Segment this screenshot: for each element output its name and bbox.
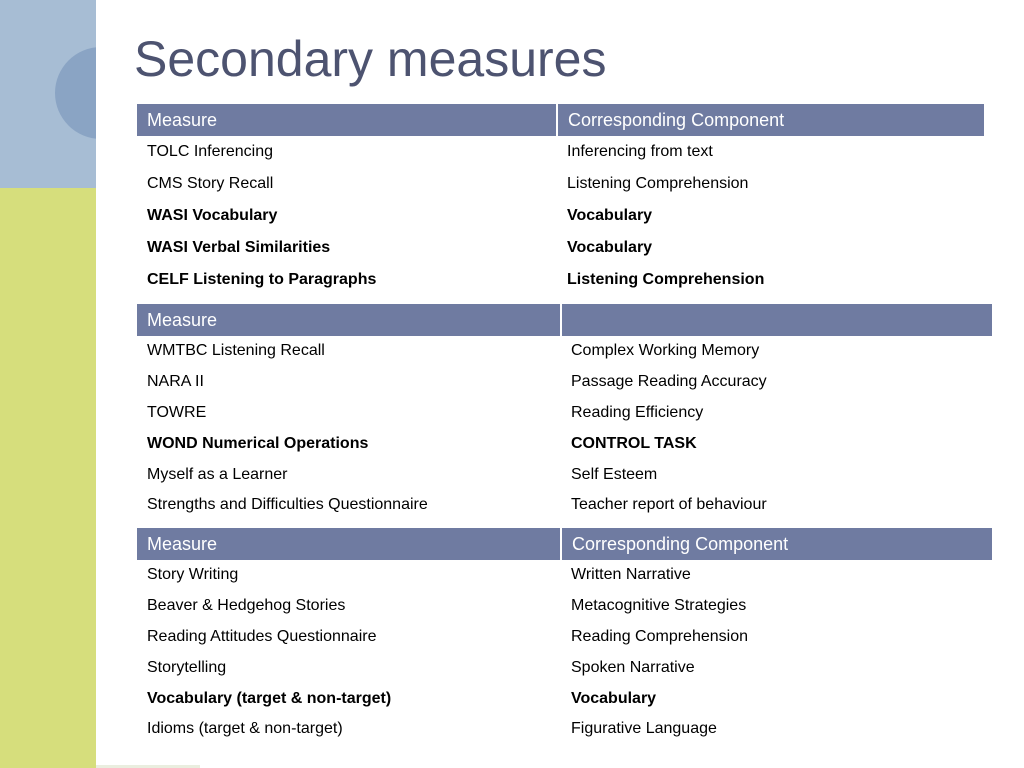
measure-cell: WASI Vocabulary bbox=[147, 207, 278, 224]
table-header-row bbox=[137, 528, 992, 560]
component-cell: Listening Comprehension bbox=[567, 175, 749, 192]
measure-cell: TOLC Inferencing bbox=[147, 143, 273, 160]
component-cell: Self Esteem bbox=[571, 465, 658, 483]
table-header-row bbox=[137, 104, 984, 136]
component-cell: Passage Reading Accuracy bbox=[571, 373, 767, 391]
component-cell: Written Narrative bbox=[571, 566, 691, 584]
header-measure: Measure bbox=[137, 304, 561, 336]
header-component: Corresponding Component bbox=[557, 104, 984, 136]
table-row bbox=[137, 398, 992, 429]
component-cell: Listening Comprehension bbox=[567, 271, 765, 288]
table-row bbox=[137, 714, 992, 745]
measure-cell: CELF Listening to Paragraphs bbox=[147, 271, 377, 288]
table-row bbox=[137, 622, 992, 653]
measures-table-2 bbox=[137, 304, 992, 521]
table-row bbox=[137, 264, 984, 296]
component-cell: Metacognitive Strategies bbox=[571, 597, 747, 615]
component-cell: Figurative Language bbox=[571, 720, 717, 738]
slide-title: Secondary measures bbox=[134, 31, 607, 87]
table-row bbox=[137, 683, 992, 714]
component-cell: Vocabulary bbox=[567, 239, 653, 256]
measure-cell: Reading Attitudes Questionnaire bbox=[147, 627, 377, 645]
table-row bbox=[137, 168, 984, 200]
header-measure: Measure bbox=[137, 104, 557, 136]
header-component: Corresponding Component bbox=[561, 528, 992, 560]
header-measure: Measure bbox=[137, 528, 561, 560]
measure-cell: CMS Story Recall bbox=[147, 175, 274, 192]
measure-cell: Storytelling bbox=[147, 658, 227, 676]
table-row bbox=[137, 591, 992, 622]
measure-cell: TOWRE bbox=[147, 403, 207, 421]
component-cell: Vocabulary bbox=[571, 689, 657, 707]
table-header-row bbox=[137, 304, 992, 336]
measure-cell: Beaver & Hedgehog Stories bbox=[147, 597, 346, 615]
measure-cell: Idioms (target & non-target) bbox=[147, 720, 343, 738]
component-cell: Vocabulary bbox=[567, 207, 653, 224]
component-cell: Reading Comprehension bbox=[571, 627, 748, 645]
measures-table-1 bbox=[137, 104, 984, 296]
component-cell: Teacher report of behaviour bbox=[571, 496, 767, 514]
component-cell: Reading Efficiency bbox=[571, 403, 704, 421]
measure-cell: NARA II bbox=[147, 373, 204, 391]
table-row bbox=[137, 336, 992, 367]
decorative-band-bottom bbox=[0, 188, 96, 768]
measure-cell: Story Writing bbox=[147, 566, 239, 584]
component-cell: CONTROL TASK bbox=[571, 434, 697, 452]
component-cell: Complex Working Memory bbox=[571, 342, 760, 360]
measures-table-3 bbox=[137, 528, 992, 745]
table-row bbox=[137, 490, 992, 521]
table-row bbox=[137, 232, 984, 264]
measure-cell: Strengths and Difficulties Questionnaire bbox=[147, 496, 428, 514]
table-row bbox=[137, 200, 984, 232]
table-row bbox=[137, 428, 992, 459]
measure-cell: Vocabulary (target & non-target) bbox=[147, 689, 392, 707]
table-row bbox=[137, 652, 992, 683]
measure-cell: Myself as a Learner bbox=[147, 465, 288, 483]
table-row bbox=[137, 560, 992, 591]
measure-cell: WMTBC Listening Recall bbox=[147, 342, 325, 360]
header-component bbox=[561, 304, 992, 336]
table-row bbox=[137, 136, 984, 168]
measure-cell: WASI Verbal Similarities bbox=[147, 239, 331, 256]
component-cell: Inferencing from text bbox=[567, 143, 713, 160]
table-row bbox=[137, 367, 992, 398]
component-cell: Spoken Narrative bbox=[571, 658, 695, 676]
measure-cell: WOND Numerical Operations bbox=[147, 434, 369, 452]
table-row bbox=[137, 459, 992, 490]
